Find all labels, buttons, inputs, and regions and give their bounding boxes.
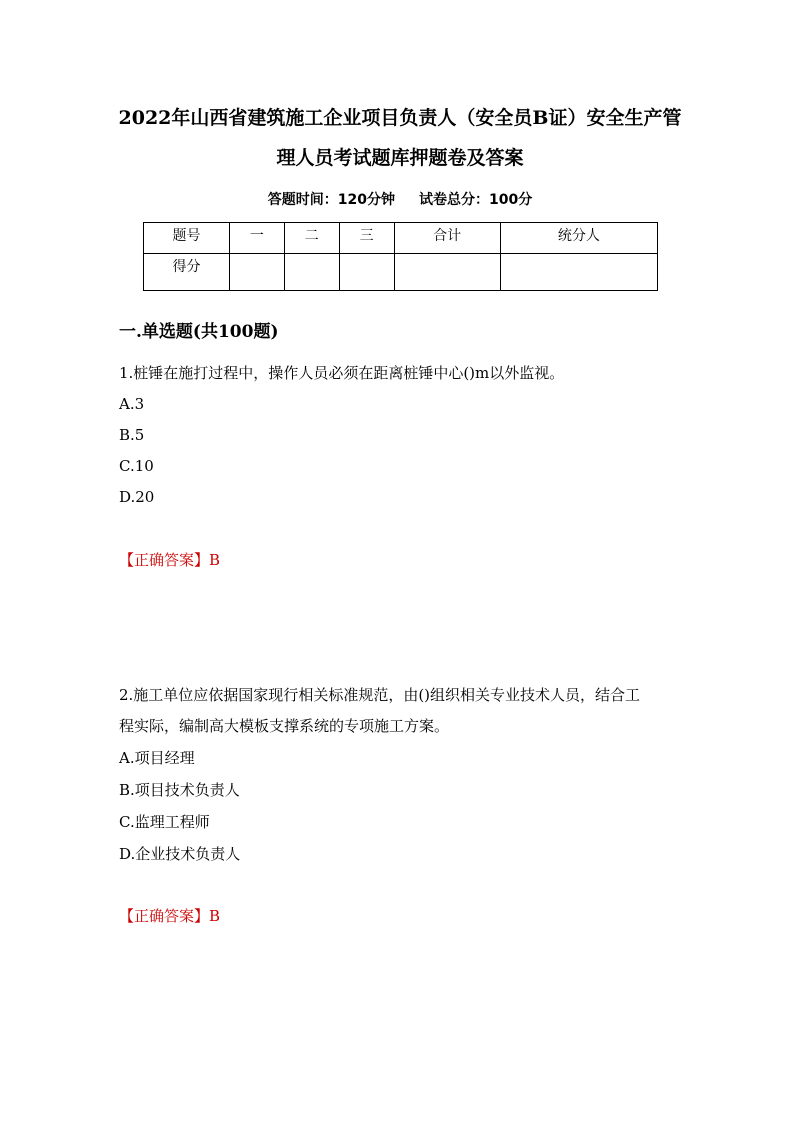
question-2-option-d: D.企业技术负责人	[119, 845, 241, 863]
section-heading: 一.单选题(共100题)	[119, 322, 279, 342]
score-cell	[394, 254, 500, 291]
score-cell	[284, 254, 339, 291]
score-table-row-label: 得分	[144, 254, 230, 291]
score-table	[143, 222, 658, 291]
question-2-option-c: C.监理工程师	[119, 813, 210, 831]
score-table-header-cell: 三	[339, 223, 394, 254]
exam-total-score: 试卷总分：100分	[419, 192, 533, 208]
score-table-score-row	[144, 254, 658, 291]
exam-meta	[0, 190, 800, 210]
question-1-text: 1.桩锤在施打过程中，操作人员必须在距离桩锤中心()m以外监视。	[119, 364, 565, 382]
score-table-header-cell: 一	[230, 223, 285, 254]
question-1-option-a: A.3	[119, 395, 145, 413]
question-2-option-b: B.项目技术负责人	[119, 781, 240, 799]
exam-time: 答题时间：120分钟	[267, 192, 395, 208]
document-title-line-1: 2022年山西省建筑施工企业项目负责人（安全员B证）安全生产管	[118, 107, 682, 129]
question-1-answer: 【正确答案】B	[119, 551, 221, 569]
document-title-line-2: 理人员考试题库押题卷及答案	[276, 147, 524, 169]
score-table-header-row	[144, 223, 658, 254]
question-1-option-c: C.10	[119, 457, 154, 475]
score-cell	[230, 254, 285, 291]
score-cell	[339, 254, 394, 291]
question-2-answer: 【正确答案】B	[119, 907, 221, 925]
score-table-header-cell: 合计	[394, 223, 500, 254]
score-table-header-cell: 二	[284, 223, 339, 254]
question-2-option-a: A.项目经理	[119, 749, 195, 767]
question-2-text-line-2: 程实际，编制高大模板支撑系统的专项施工方案。	[119, 717, 450, 735]
question-1-option-d: D.20	[119, 488, 155, 506]
question-2-text-line-1: 2.施工单位应依据国家现行相关标准规范，由()组织相关专业技术人员，结合工	[119, 686, 641, 704]
score-table-header-cell: 统分人	[500, 223, 657, 254]
score-table-header-cell: 题号	[144, 223, 230, 254]
question-1-option-b: B.5	[119, 426, 145, 444]
score-cell	[500, 254, 657, 291]
